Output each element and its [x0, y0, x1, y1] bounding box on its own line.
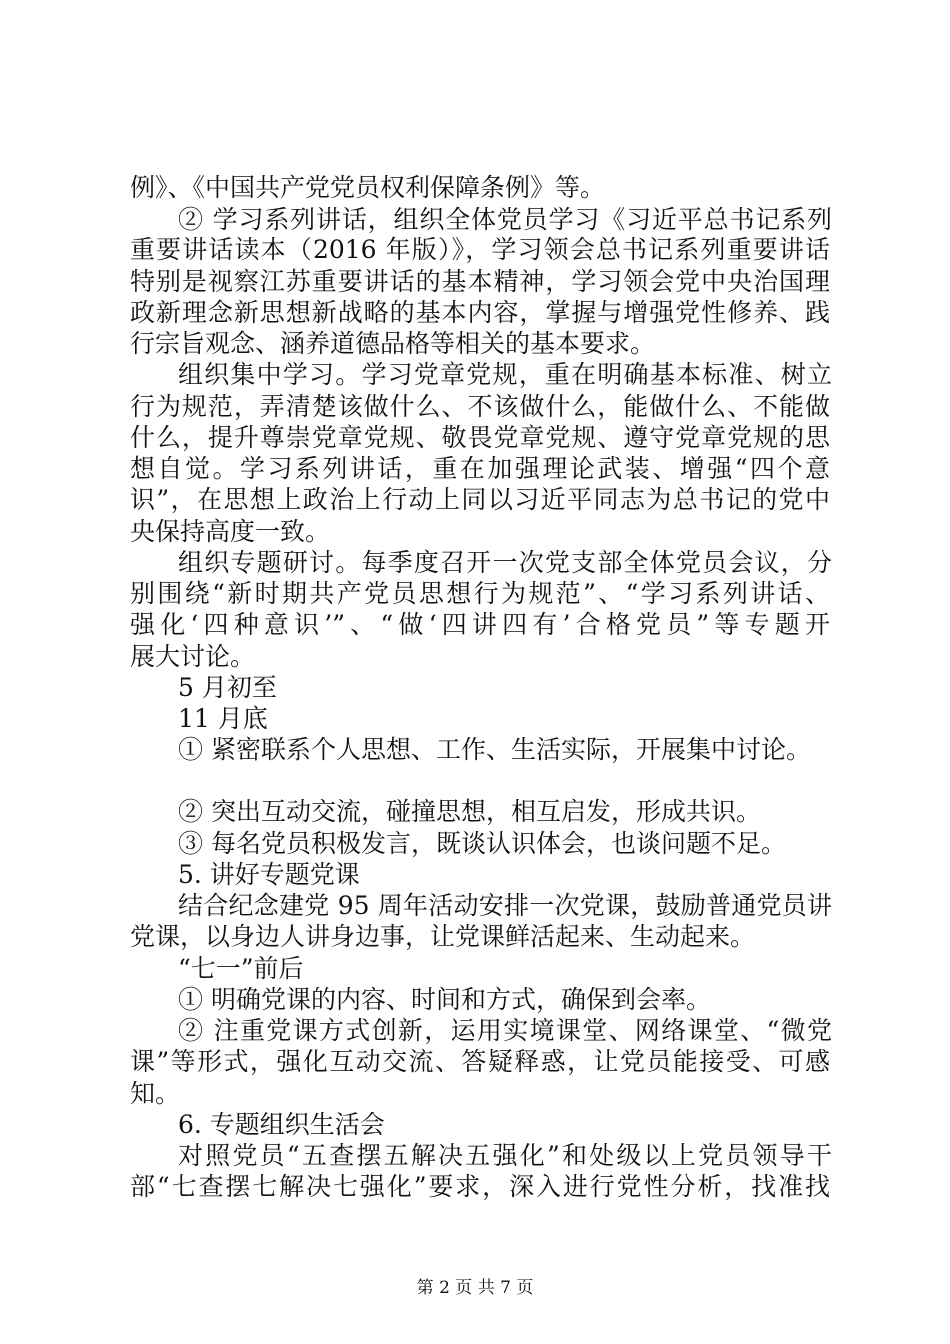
text-line: 11 月底 — [178, 704, 268, 733]
text-line: 特别是视察江苏重要讲话的基本精神，学习领会党中央治国理 — [130, 267, 830, 296]
text-line: 例》、《中国共产党党员权利保障条例》等。 — [130, 173, 606, 202]
text-line: 想自觉。学习系列讲话，重在加强理论武装、增强“四个意 — [130, 454, 830, 483]
text-line: 展大讨论。 — [130, 642, 256, 671]
text-line: 组织集中学习。学习党章党规，重在明确基本标准、树立 — [178, 360, 832, 389]
text-line: 党课，以身边人讲身边事，让党课鲜活起来、生动起来。 — [130, 922, 756, 951]
text-line: 识”，在思想上政治上行动上同以习近平同志为总书记的党中 — [130, 485, 830, 514]
section-heading: 5. 讲好专题党课 — [178, 860, 360, 889]
text-line: 重要讲话读本（2016 年版）》，学习领会总书记系列重要讲话 — [130, 235, 830, 264]
text-line: 组织专题研讨。每季度召开一次党支部全体党员会议，分 — [178, 548, 832, 577]
text-line: 什么，提升尊崇党章党规、敬畏党章党规、遵守党章党规的思 — [130, 423, 830, 452]
text-line: 课”等形式，强化互动交流、答疑释惑，让党员能接受、可感 — [130, 1047, 830, 1076]
text-line: ① 明确党课的内容、时间和方式，确保到会率。 — [178, 985, 711, 1014]
text-line: 5 月初至 — [178, 673, 277, 702]
text-line: 部“七查摆七解决七强化”要求，深入进行党性分析，找准找 — [130, 1172, 830, 1201]
text-line: ② 突出互动交流，碰撞思想，相互启发，形成共识。 — [178, 797, 761, 826]
text-line: 行为规范，弄清楚该做什么、不该做什么，能做什么、不能做 — [130, 392, 830, 421]
text-line: “七一”前后 — [178, 954, 304, 983]
text-line: 结合纪念建党 95 周年活动安排一次党课，鼓励普通党员讲 — [178, 891, 832, 920]
text-line: 别围绕“新时期共产党员思想行为规范”、“学习系列讲话、 — [130, 579, 830, 608]
text-line: 对照党员“五查摆五解决五强化”和处级以上党员领导干 — [178, 1141, 832, 1170]
text-line: ② 注重党课方式创新，运用实境课堂、网络课堂、“微党 — [178, 1016, 832, 1045]
text-line: ③ 每名党员积极发言，既谈认识体会，也谈问题不足。 — [178, 829, 786, 858]
text-line: ② 学习系列讲话，组织全体党员学习《习近平总书记系列 — [178, 205, 832, 234]
text-line: 政新理念新思想新战略的基本内容，掌握与增强党性修养、践 — [130, 298, 830, 327]
text-line: 行宗旨观念、涵养道德品格等相关的基本要求。 — [130, 329, 656, 358]
text-line: 知。 — [130, 1079, 181, 1108]
text-line: 强化‘四种意识’”、“做‘四讲四有’合格党员”等专题开 — [130, 610, 830, 639]
page-footer: 第 2 页 共 7 页 — [416, 1278, 534, 1298]
section-heading: 6. 专题组织生活会 — [178, 1110, 385, 1139]
text-line: ① 紧密联系个人思想、工作、生活实际，开展集中讨论。 — [178, 735, 811, 764]
text-line: 央保持高度一致。 — [130, 517, 331, 546]
